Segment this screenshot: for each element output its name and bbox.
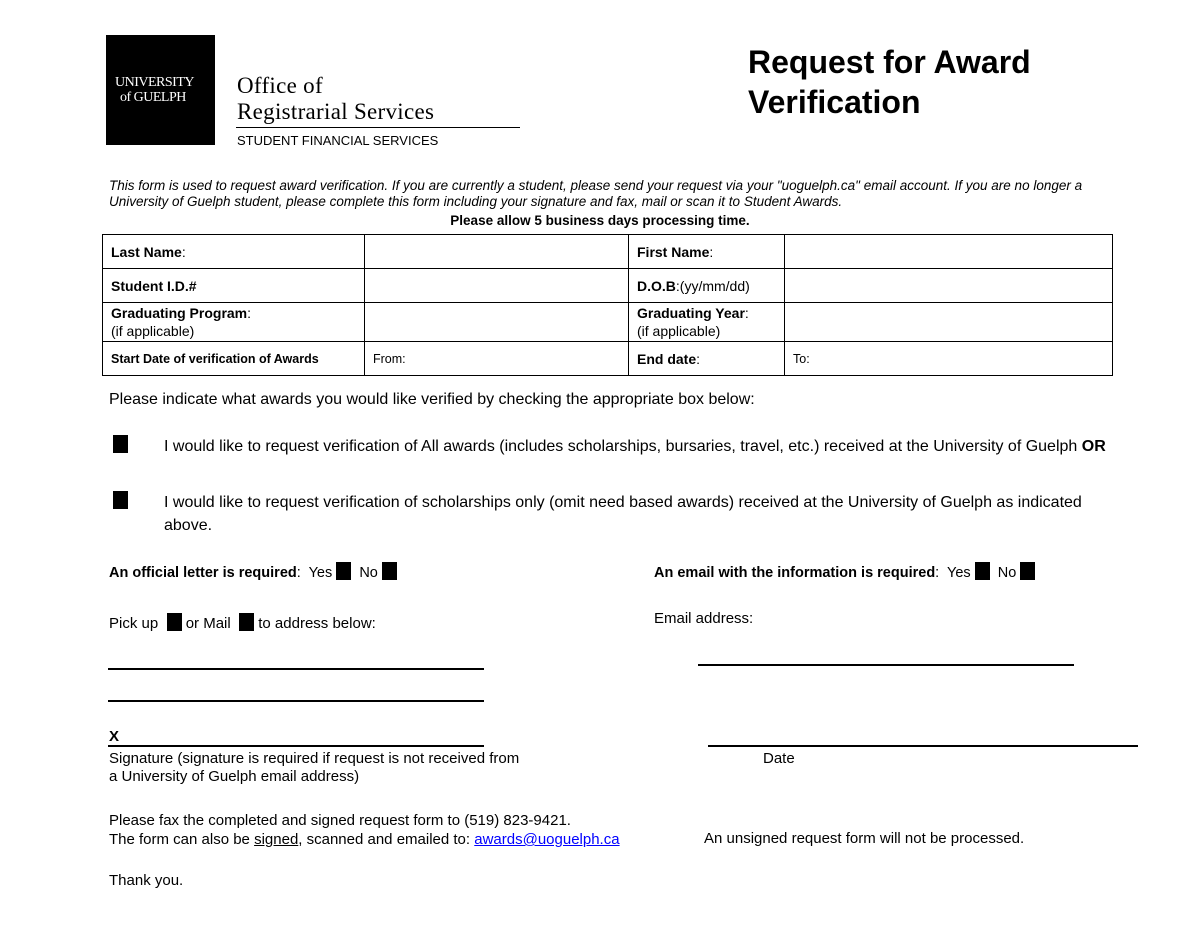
last-name-field[interactable]: [365, 235, 629, 269]
student-id-field[interactable]: [365, 269, 629, 303]
address-line-1[interactable]: [108, 668, 484, 670]
grad-program-field[interactable]: [365, 303, 629, 342]
table-row: [103, 269, 1113, 303]
department-name: STUDENT FINANCIAL SERVICES: [237, 133, 439, 148]
office-line1: Office of: [237, 73, 323, 98]
fax-line: Please fax the completed and signed request form to (519) 823-9421.: [109, 812, 571, 829]
title-line1: Request for Award: [748, 44, 1031, 80]
letter-no-checkbox[interactable]: [382, 562, 397, 580]
email-address-label: Email address:: [654, 610, 754, 627]
signature-x-mark: X: [109, 728, 120, 745]
start-date-label: Start Date of verification of Awards: [103, 342, 365, 376]
dob-field[interactable]: [785, 269, 1113, 303]
email-info-question: An email with the information is required: Yes No: [654, 562, 1035, 581]
award-instructions: Please indicate what awards you would like verified by checking the appropriate box below:: [109, 391, 755, 408]
title-line2: Verification: [748, 84, 921, 120]
last-name-label: Last Name:: [103, 235, 365, 269]
grad-year-field[interactable]: [785, 303, 1113, 342]
end-date-label: End date:: [629, 342, 785, 376]
grad-year-label: Graduating Year: (if applicable): [629, 303, 785, 342]
scholarships-only-text: I would like to request verification of scholarships only (omit need based awards) received at the University of Guelph as indicated above.: [164, 494, 1082, 534]
logo-line1: UNIVERSITY: [115, 75, 194, 90]
signature-line[interactable]: [108, 745, 484, 747]
thank-you: Thank you.: [109, 872, 184, 889]
first-name-label: First Name:: [629, 235, 785, 269]
intro-text: This form is used to request award verification. If you are currently a student, please send your request via your "uoguelph.ca" email account. If you are no longer a University of Guelph student, please complete this form including your signature and fax, mail or scan it to Student Awards.: [109, 178, 1083, 209]
processing-note: Please allow 5 business days processing time.: [450, 213, 750, 228]
email-yes-checkbox[interactable]: [975, 562, 990, 580]
table-row: [103, 342, 1113, 376]
awards-email-link[interactable]: awards@uoguelph.ca: [474, 831, 620, 848]
student-info-table: [102, 234, 1113, 376]
page-title: [748, 42, 1148, 122]
table-row: [103, 303, 1113, 342]
signature-label: Signature (signature is required if request is not received from a University of Guelph email address): [109, 750, 520, 785]
scan-line: The form can also be signed, scanned and emailed to: awards@uoguelph.ca: [109, 831, 620, 848]
student-id-label: Student I.D.#: [103, 269, 365, 303]
official-letter-question: An official letter is required: Yes No: [109, 562, 397, 581]
email-address-line[interactable]: [698, 664, 1074, 666]
university-logo: [106, 35, 215, 145]
mail-checkbox[interactable]: [239, 613, 254, 631]
dob-label: D.O.B:(yy/mm/dd): [629, 269, 785, 303]
letter-yes-checkbox[interactable]: [336, 562, 351, 580]
date-line[interactable]: [708, 745, 1138, 747]
office-title: [237, 73, 434, 125]
start-date-field[interactable]: From:: [365, 342, 629, 376]
signed-word: signed: [254, 831, 299, 848]
scholarships-only-checkbox[interactable]: [113, 491, 128, 509]
address-line-2[interactable]: [108, 700, 484, 702]
office-line2: Registrarial Services: [237, 99, 435, 124]
all-awards-checkbox[interactable]: [113, 435, 128, 453]
fax-instructions: [109, 811, 620, 849]
date-label: Date: [763, 750, 795, 767]
unsigned-warning: An unsigned request form will not be processed.: [704, 830, 1025, 847]
email-no-checkbox[interactable]: [1020, 562, 1035, 580]
table-row: [103, 235, 1113, 269]
end-date-field[interactable]: To:: [785, 342, 1113, 376]
all-awards-text: I would like to request verification of All awards (includes scholarships, bursaries, travel, etc.) received at the University of Guelph OR: [164, 438, 1106, 455]
grad-program-label: Graduating Program: (if applicable): [103, 303, 365, 342]
pickup-checkbox[interactable]: [167, 613, 182, 631]
logo-line2: of GUELPH: [120, 90, 186, 105]
pickup-or-mail: Pick up or Mail to address below:: [109, 615, 376, 632]
header-divider: [236, 127, 520, 128]
first-name-field[interactable]: [785, 235, 1113, 269]
